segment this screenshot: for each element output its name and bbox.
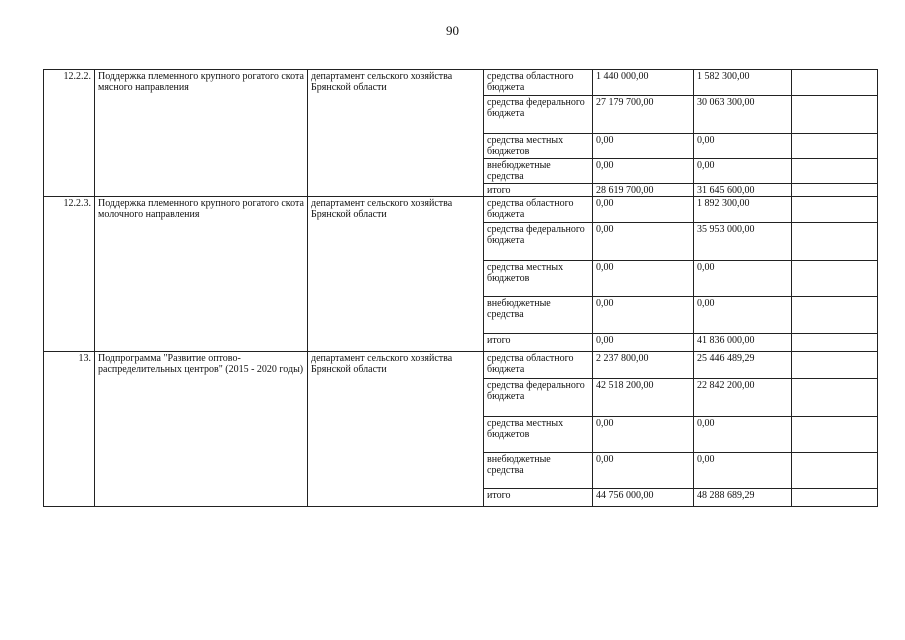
amount-1: 0,00 bbox=[593, 334, 694, 352]
executor: департамент сельского хозяйства Брянской области bbox=[308, 197, 484, 352]
funding-source: средства федерального бюджета bbox=[484, 96, 593, 134]
amount-1: 0,00 bbox=[593, 197, 694, 223]
amount-3 bbox=[792, 159, 878, 184]
funding-source: средства федерального бюджета bbox=[484, 379, 593, 417]
amount-1: 0,00 bbox=[593, 453, 694, 489]
amount-3 bbox=[792, 489, 878, 507]
amount-1: 44 756 000,00 bbox=[593, 489, 694, 507]
amount-2: 41 836 000,00 bbox=[694, 334, 792, 352]
amount-1: 0,00 bbox=[593, 223, 694, 261]
measure-name: Поддержка племенного крупного рогатого скота мясного направления bbox=[95, 70, 308, 197]
amount-3 bbox=[792, 134, 878, 159]
funding-source: внебюджетные средства bbox=[484, 159, 593, 184]
funding-source: итого bbox=[484, 184, 593, 197]
amount-3 bbox=[792, 223, 878, 261]
funding-source: средства местных бюджетов bbox=[484, 261, 593, 297]
budget-table-body bbox=[44, 70, 878, 507]
table-row bbox=[44, 70, 878, 96]
amount-1: 2 237 800,00 bbox=[593, 352, 694, 379]
page-number: 90 bbox=[446, 23, 459, 38]
amount-3 bbox=[792, 96, 878, 134]
amount-3 bbox=[792, 379, 878, 417]
amount-2: 30 063 300,00 bbox=[694, 96, 792, 134]
executor: департамент сельского хозяйства Брянской области bbox=[308, 352, 484, 507]
funding-source: средства областного бюджета bbox=[484, 197, 593, 223]
funding-source: внебюджетные средства bbox=[484, 297, 593, 334]
amount-1: 42 518 200,00 bbox=[593, 379, 694, 417]
row-number: 12.2.3. bbox=[44, 197, 95, 352]
funding-source: средства местных бюджетов bbox=[484, 417, 593, 453]
amount-3 bbox=[792, 417, 878, 453]
amount-2: 0,00 bbox=[694, 134, 792, 159]
amount-1: 0,00 bbox=[593, 159, 694, 184]
amount-2: 0,00 bbox=[694, 453, 792, 489]
amount-2: 25 446 489,29 bbox=[694, 352, 792, 379]
amount-2: 1 582 300,00 bbox=[694, 70, 792, 96]
amount-3 bbox=[792, 197, 878, 223]
funding-source: средства областного бюджета bbox=[484, 352, 593, 379]
measure-name: Подпрограмма "Развитие оптово-распределительных центров" (2015 - 2020 годы) bbox=[95, 352, 308, 507]
funding-source: итого bbox=[484, 334, 593, 352]
amount-3 bbox=[792, 352, 878, 379]
amount-1: 0,00 bbox=[593, 134, 694, 159]
table-row bbox=[44, 197, 878, 223]
amount-3 bbox=[792, 184, 878, 197]
amount-2: 1 892 300,00 bbox=[694, 197, 792, 223]
funding-source: внебюджетные средства bbox=[484, 453, 593, 489]
amount-1: 0,00 bbox=[593, 261, 694, 297]
budget-table bbox=[43, 69, 878, 507]
amount-1: 27 179 700,00 bbox=[593, 96, 694, 134]
amount-1: 28 619 700,00 bbox=[593, 184, 694, 197]
amount-3 bbox=[792, 70, 878, 96]
executor: департамент сельского хозяйства Брянской области bbox=[308, 70, 484, 197]
amount-2: 31 645 600,00 bbox=[694, 184, 792, 197]
amount-2: 48 288 689,29 bbox=[694, 489, 792, 507]
amount-1: 1 440 000,00 bbox=[593, 70, 694, 96]
amount-3 bbox=[792, 297, 878, 334]
amount-3 bbox=[792, 334, 878, 352]
amount-1: 0,00 bbox=[593, 417, 694, 453]
amount-2: 0,00 bbox=[694, 159, 792, 184]
measure-name: Поддержка племенного крупного рогатого скота молочного направления bbox=[95, 197, 308, 352]
amount-2: 0,00 bbox=[694, 417, 792, 453]
funding-source: средства областного бюджета bbox=[484, 70, 593, 96]
row-number: 13. bbox=[44, 352, 95, 507]
row-number: 12.2.2. bbox=[44, 70, 95, 197]
table-row bbox=[44, 352, 878, 379]
amount-1: 0,00 bbox=[593, 297, 694, 334]
amount-2: 22 842 200,00 bbox=[694, 379, 792, 417]
amount-3 bbox=[792, 261, 878, 297]
funding-source: средства федерального бюджета bbox=[484, 223, 593, 261]
amount-2: 0,00 bbox=[694, 261, 792, 297]
amount-2: 0,00 bbox=[694, 297, 792, 334]
amount-3 bbox=[792, 453, 878, 489]
funding-source: средства местных бюджетов bbox=[484, 134, 593, 159]
amount-2: 35 953 000,00 bbox=[694, 223, 792, 261]
funding-source: итого bbox=[484, 489, 593, 507]
